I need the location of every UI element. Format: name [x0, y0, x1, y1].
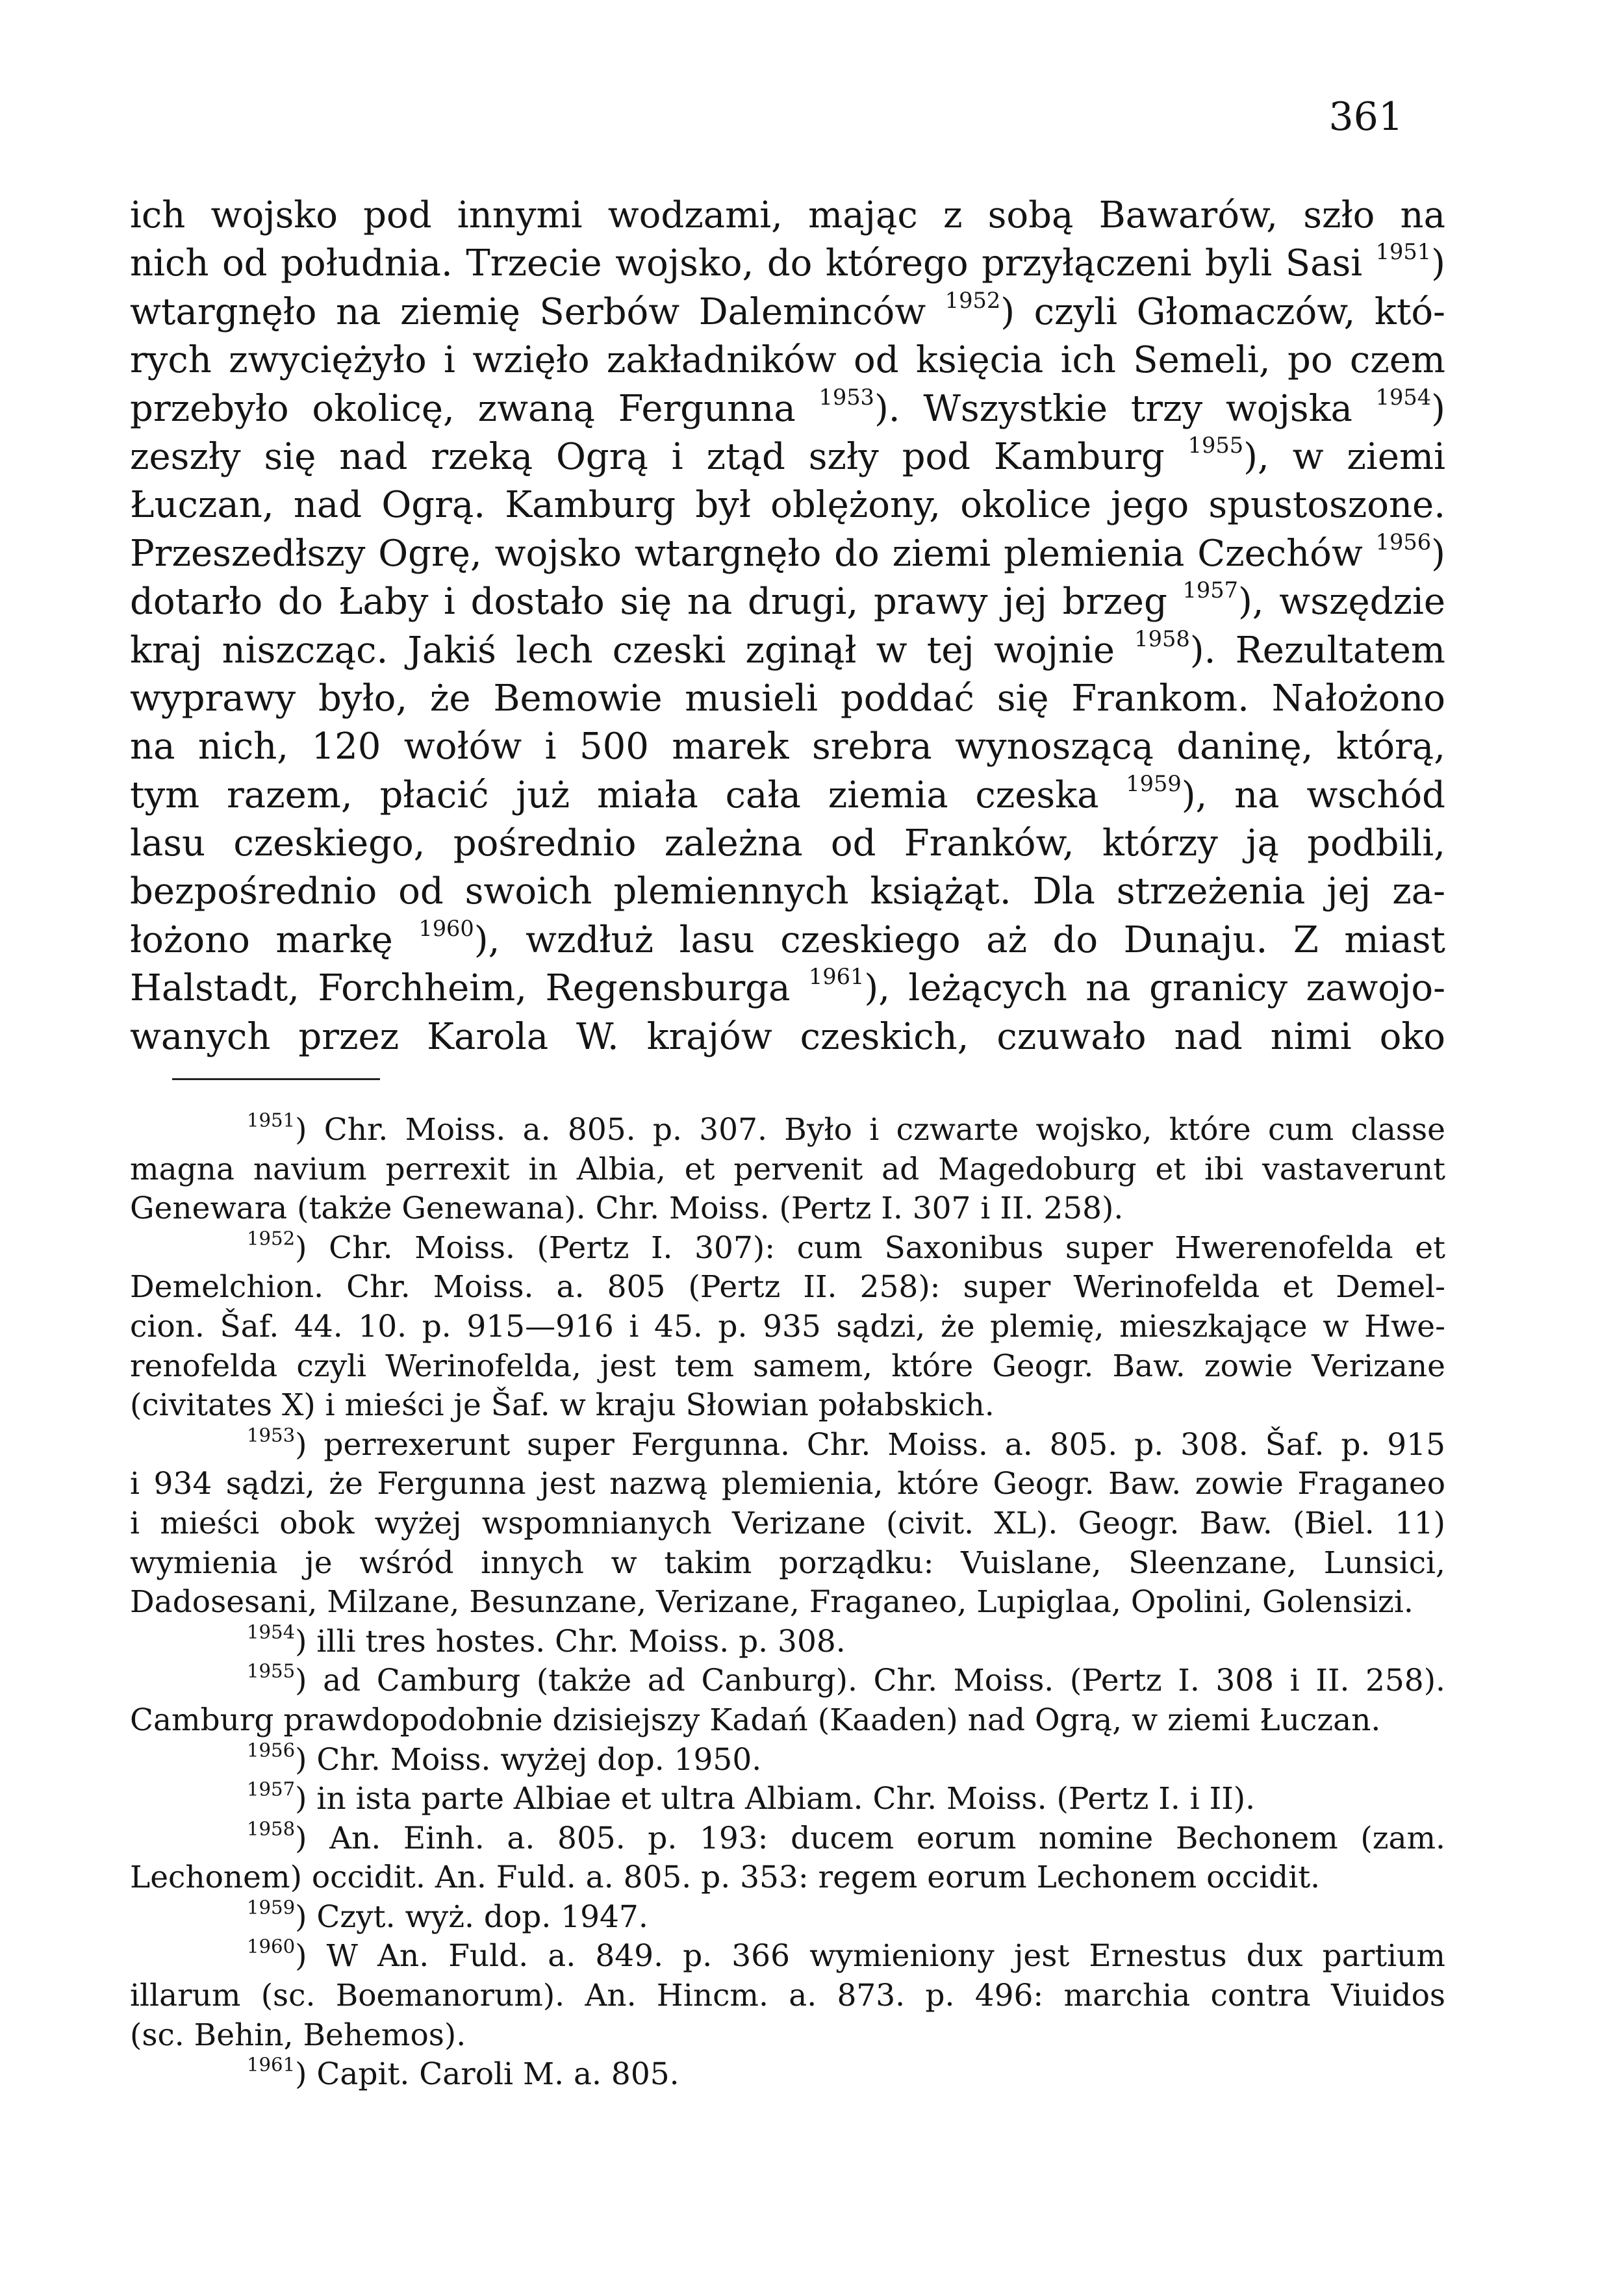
text-line	[130, 578, 1445, 626]
footnote-number: 1956	[247, 1739, 296, 1761]
footnote-start	[130, 1111, 1445, 1150]
footnote-ref: 1958	[1134, 625, 1190, 651]
footnote-number: 1951	[247, 1109, 296, 1131]
footnote-text: Genewara (także Genewana). Chr. Moiss. (Pertz I. 307 i II. 258).	[130, 1191, 1124, 1227]
footnote-number: 1952	[247, 1227, 296, 1250]
footnote-text: ) ad Camburg (także ad Canburg). Chr. Moiss. (Pertz I. 308 i II. 258).	[295, 1663, 1445, 1699]
text-line	[130, 772, 1445, 820]
footnote-text: i mieści obok wyżej wspomnianych Verizane (civit. XL). Geogr. Baw. (Biel. 11)	[130, 1505, 1445, 1541]
text-segment: )	[1431, 242, 1445, 285]
text-line	[130, 820, 1445, 868]
footnote-text: illarum (sc. Boemanorum). An. Hincm. a. 873. p. 496: marchia contra Viuidos	[130, 1978, 1445, 2014]
text-segment: wtargnęło na ziemię Serbów Daleminców	[130, 290, 945, 333]
footnote-line	[130, 1544, 1445, 1583]
footnote-ref: 1956	[1375, 529, 1432, 555]
footnote-text: ) Chr. Moiss. wyżej dop. 1950.	[295, 1741, 762, 1778]
text-line	[130, 627, 1445, 675]
text-line	[130, 868, 1445, 916]
text-segment: dotarło do Łaby i dostało się na drugi, prawy jej brzeg	[130, 581, 1183, 624]
text-segment: przebyło okolicę, zwaną Fergunna	[130, 387, 819, 430]
text-segment: Halstadt, Forchheim, Regensburga	[130, 967, 809, 1010]
footnote-text: cion. Šaf. 44. 10. p. 915—916 i 45. p. 935 sądzi, że plemię, mieszkające w Hwe-	[130, 1308, 1445, 1344]
footnote-text: Demelchion. Chr. Moiss. a. 805 (Pertz II. 258): super Werinofelda et Demel-	[130, 1269, 1445, 1306]
text-segment: Łuczan, nad Ogrą. Kamburg był oblężony, okolice jego spustoszone.	[130, 484, 1445, 527]
text-segment: Przeszedłszy Ogrę, wojsko wtargnęło do ziemi plemienia Czechów	[130, 532, 1376, 575]
text-segment: wyprawy było, że Bemowie musieli poddać się Frankom. Nałożono	[130, 677, 1445, 720]
footnote-text: ) Chr. Moiss. a. 805. p. 307. Było i czwarte wojsko, które cum classe	[295, 1112, 1445, 1148]
footnote-line	[130, 1268, 1445, 1307]
footnote-separator	[172, 1078, 380, 1080]
text-segment: ), w ziemi	[1243, 435, 1445, 478]
footnote-ref: 1954	[1375, 384, 1432, 410]
footnote-number: 1955	[247, 1659, 296, 1682]
text-segment: na nich, 120 wołów i 500 marek srebra wynoszącą daninę, którą,	[130, 725, 1445, 768]
text-segment: ) czyli Głomaczów, któ-	[1000, 290, 1445, 333]
text-line	[130, 916, 1445, 965]
text-line	[130, 723, 1445, 771]
footnote-text: ) illi tres hostes. Chr. Moiss. p. 308.	[295, 1623, 846, 1659]
footnote-text: ) in ista parte Albiae et ultra Albiam. Chr. Moiss. (Pertz I. i II).	[295, 1781, 1256, 1817]
text-line	[130, 481, 1445, 529]
footnote-text: Camburg prawdopodobnie dzisiejszy Kadań (Kaaden) nad Ogrą, w ziemi Łuczan.	[130, 1702, 1381, 1738]
footnote-number: 1961	[247, 2053, 296, 2076]
footnote-start	[130, 2055, 1445, 2095]
footnote-text: (sc. Behin, Behemos).	[130, 2017, 466, 2053]
text-line	[130, 433, 1445, 481]
footnote-start	[130, 1937, 1445, 1976]
footnote-text: ) perrexerunt super Fergunna. Chr. Moiss. a. 805. p. 308. Šaf. p. 915	[295, 1426, 1445, 1463]
footnote-line	[130, 1386, 1445, 1426]
footnote-text: ) Czyt. wyż. dop. 1947.	[295, 1899, 648, 1935]
footnote-ref: 1959	[1126, 770, 1182, 796]
text-segment: rych zwyciężyło i wzięło zakładników od księcia ich Semeli, po czem	[130, 339, 1445, 382]
text-line	[130, 965, 1445, 1013]
text-segment: wanych przez Karola W. krajów czeskich, czuwało nad nimi oko	[130, 1015, 1445, 1058]
footnote-line	[130, 2016, 1445, 2056]
footnote-ref: 1955	[1187, 432, 1244, 458]
main-text	[130, 192, 1445, 1061]
footnote-line	[130, 1347, 1445, 1387]
text-segment: )	[1431, 532, 1445, 575]
footnote-line	[130, 1583, 1445, 1622]
footnote-ref: 1957	[1182, 577, 1238, 603]
text-segment: ), wszędzie	[1237, 581, 1445, 624]
text-segment: tym razem, płacić już miała cała ziemia czeska	[130, 774, 1126, 816]
footnote-ref: 1961	[808, 964, 865, 990]
footnote-ref: 1960	[418, 915, 474, 941]
text-segment: nich od południa. Trzecie wojsko, do którego przyłączeni byli Sasi	[130, 242, 1376, 285]
text-segment: bezpośrednio od swoich plemiennych książąt. Dla strzeżenia jej za-	[130, 870, 1445, 913]
footnote-ref: 1953	[818, 384, 874, 410]
text-line	[130, 336, 1445, 385]
text-line	[130, 530, 1445, 578]
footnote-line	[130, 1307, 1445, 1347]
footnote-text: ) An. Einh. a. 805. p. 193: ducem eorum nomine Bechonem (zam.	[295, 1820, 1445, 1856]
text-line	[130, 192, 1445, 240]
footnote-line	[130, 1976, 1445, 2016]
text-line	[130, 675, 1445, 723]
footnote-start	[130, 1622, 1445, 1662]
footnote-text: renofelda czyli Werinofelda, jest tem samem, które Geogr. Baw. zowie Verizane	[130, 1348, 1445, 1384]
footnote-ref: 1951	[1375, 239, 1432, 265]
footnote-start	[130, 1229, 1445, 1268]
text-segment: ), leżących na granicy zawojo-	[864, 967, 1445, 1010]
footnote-line	[130, 1150, 1445, 1190]
text-segment: ich wojsko pod innymi wodzami, mając z sobą Bawarów, szło na	[130, 194, 1445, 236]
footnote-number: 1959	[247, 1896, 296, 1919]
footnote-text: ) Chr. Moiss. (Pertz I. 307): cum Saxonibus super Hwerenofelda et	[295, 1230, 1445, 1266]
footnote-text: ) Capit. Caroli M. a. 805.	[295, 2056, 679, 2093]
text-segment: ), na wschód	[1181, 774, 1445, 816]
footnote-start	[130, 1780, 1445, 1819]
footnote-line	[130, 1465, 1445, 1504]
text-segment: lasu czeskiego, pośrednio zależna od Franków, którzy ją podbili,	[130, 822, 1445, 865]
text-segment: )	[1431, 387, 1445, 430]
text-line	[130, 385, 1445, 433]
footnote-line	[130, 1858, 1445, 1898]
footnote-start	[130, 1661, 1445, 1701]
footnote-text: Dadosesani, Milzane, Besunzane, Verizane, Fraganeo, Lupiglaa, Opolini, Golensizi.	[130, 1584, 1414, 1621]
text-line	[130, 1013, 1445, 1061]
page-number: 361	[1328, 94, 1403, 140]
footnote-ref: 1952	[945, 287, 1001, 313]
footnote-line	[130, 1189, 1445, 1229]
footnote-number: 1960	[247, 1936, 296, 1958]
footnote-line	[130, 1701, 1445, 1741]
text-segment: łożono markę	[130, 918, 419, 961]
text-segment: ), wzdłuż lasu czeskiego aż do Dunaju. Z miast	[474, 918, 1445, 961]
footnote-text: (civitates X) i mieści je Šaf. w kraju Słowian połabskich.	[130, 1387, 995, 1424]
text-segment: zeszły się nad rzeką Ogrą i ztąd szły pod Kamburg	[130, 435, 1188, 478]
text-segment: ). Rezultatem	[1189, 629, 1445, 672]
footnote-text: ) W An. Fuld. a. 849. p. 366 wymieniony jest Ernestus dux partium	[295, 1938, 1445, 1974]
footnote-number: 1954	[247, 1621, 296, 1643]
footnote-text: Lechonem) occidit. An. Fuld. a. 805. p. 353: regem eorum Lechonem occidit.	[130, 1860, 1321, 1896]
footnote-number: 1958	[247, 1817, 296, 1840]
footnote-text: magna navium perrexit in Albia, et pervenit ad Magedoburg et ibi vastaverunt	[130, 1151, 1445, 1187]
text-segment: kraj niszcząc. Jakiś lech czeski zginął w tej wojnie	[130, 629, 1135, 672]
footnotes	[130, 1111, 1445, 2095]
footnote-number: 1953	[247, 1424, 296, 1446]
footnote-text: i 934 sądzi, że Fergunna jest nazwą plemienia, które Geogr. Baw. zowie Fraganeo	[130, 1466, 1445, 1502]
footnote-line	[130, 1504, 1445, 1544]
footnote-start	[130, 1426, 1445, 1465]
text-line	[130, 240, 1445, 288]
footnote-number: 1957	[247, 1778, 296, 1800]
footnote-start	[130, 1819, 1445, 1859]
footnote-start	[130, 1741, 1445, 1780]
text-segment: ). Wszystkie trzy wojska	[874, 387, 1376, 430]
text-line	[130, 288, 1445, 336]
footnote-text: wymienia je wśród innych w takim porządku: Vuislane, Sleenzane, Lunsici,	[130, 1545, 1445, 1581]
footnote-start	[130, 1898, 1445, 1937]
